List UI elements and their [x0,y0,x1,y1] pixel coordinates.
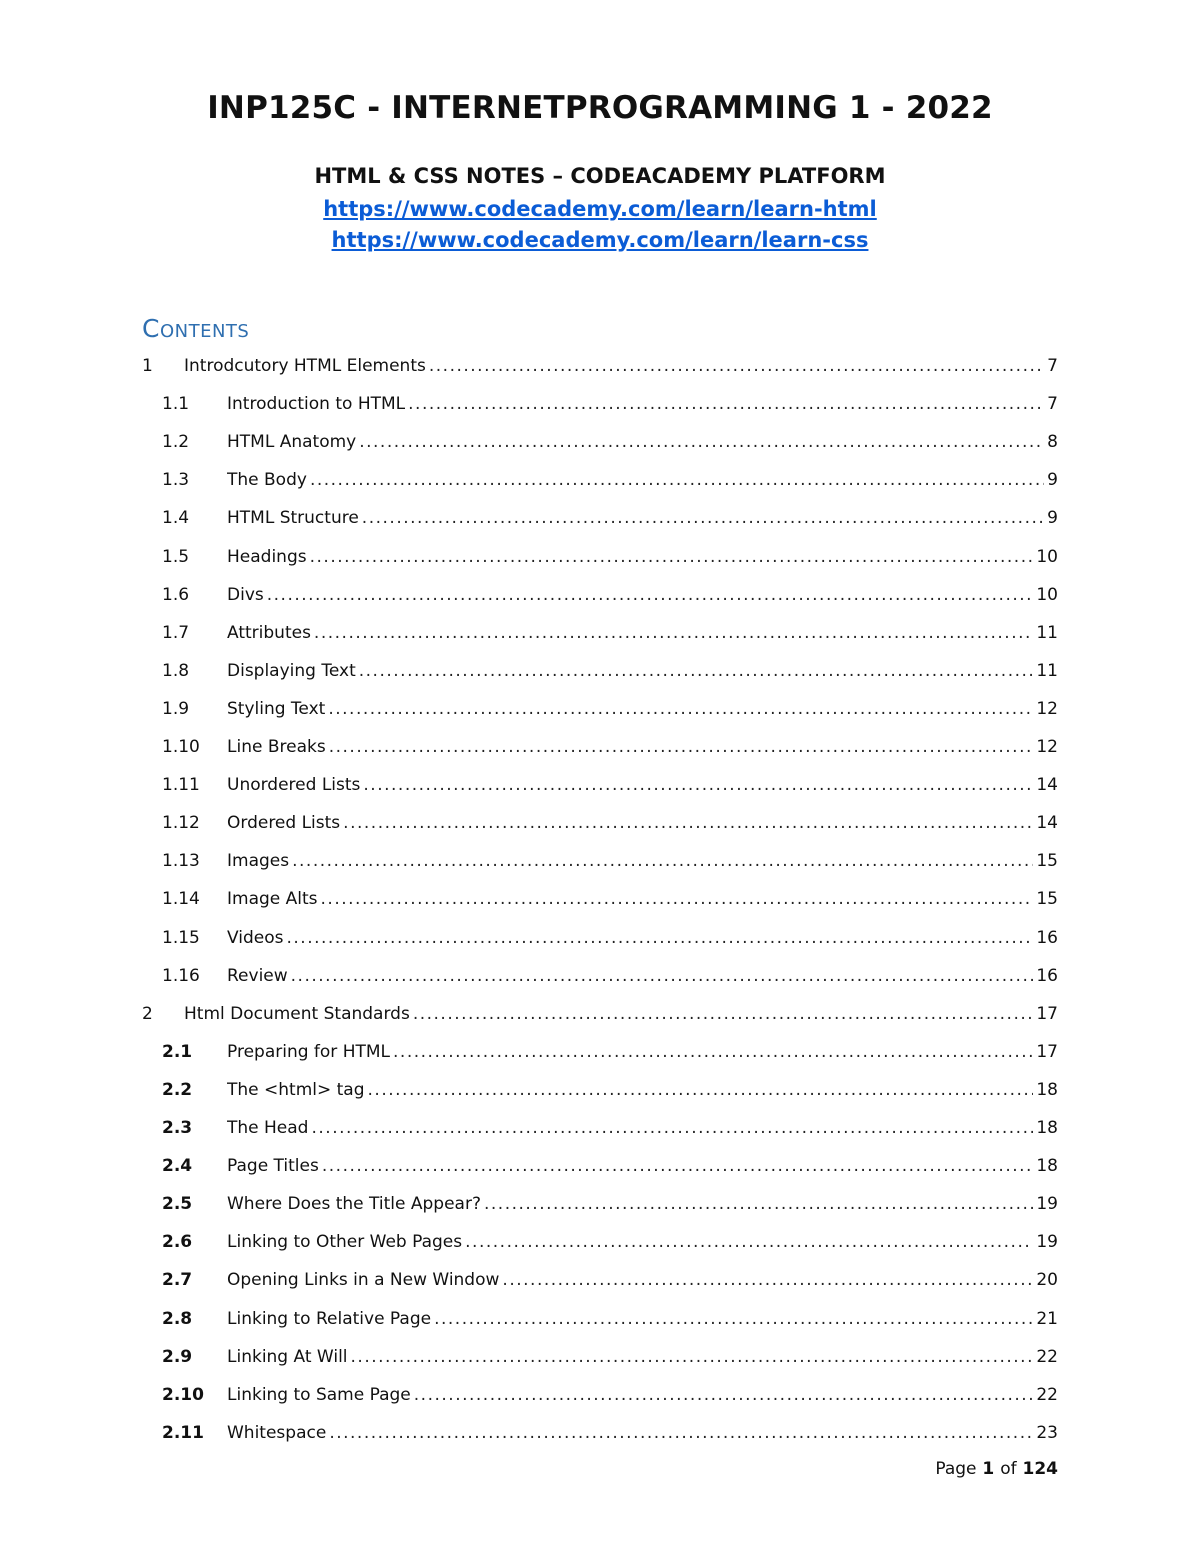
toc-entry-page: 16 [1036,927,1058,948]
toc-entry-number: 1.7 [162,622,190,643]
toc-entry-number: 2.3 [162,1118,193,1138]
toc-entry-page: 22 [1036,1346,1058,1367]
toc-entry-line [227,886,1058,912]
toc-entry-number: 1.13 [162,851,200,872]
toc-entry[interactable] [0,1153,1200,1179]
toc-entry-number: 2.5 [162,1194,193,1215]
toc-entry-page: 7 [1047,356,1058,376]
contents-heading: Contents [142,314,250,343]
toc-entry-page: 12 [1036,737,1058,757]
toc-entry-page: 7 [1047,394,1058,415]
toc-entry-page: 8 [1047,432,1058,453]
toc-entry[interactable] [0,886,1200,912]
toc-entry-line [227,925,1058,951]
toc-entry-line [227,734,1058,760]
toc-entry-line [184,353,1058,379]
toc-entry-label: The <html> tag [227,1079,365,1100]
toc-dot-leader [362,505,1044,531]
toc-entry[interactable] [0,1191,1200,1217]
toc-entry[interactable] [0,1115,1200,1141]
toc-entry-label: Introduction to HTML [227,394,406,415]
toc-dot-leader [359,429,1044,455]
toc-entry-page: 11 [1036,660,1058,681]
toc-entry[interactable] [0,1229,1200,1255]
toc-entry-label: Page Titles [227,1156,319,1177]
toc-entry-number: 2.10 [162,1384,204,1405]
toc-entry-label: HTML Anatomy [227,432,357,453]
toc-entry[interactable] [0,1420,1200,1446]
toc-entry-number: 1 [142,356,153,376]
toc-entry-label: Opening Links in a New Window [227,1270,500,1291]
toc-entry-page: 15 [1036,851,1058,872]
toc-entry-number: 1.4 [162,508,190,529]
toc-dot-leader [368,1077,1034,1103]
toc-entry-number: 1.16 [162,965,200,986]
toc-entry-label: Ordered Lists [227,813,341,834]
toc-dot-leader [343,810,1033,836]
toc-entry[interactable] [0,696,1200,722]
footer-of-word: of [1000,1459,1017,1479]
toc-entry-label: The Head [227,1118,309,1138]
toc-entry-page: 18 [1036,1156,1058,1177]
toc-entry-line [227,772,1058,798]
toc-entry[interactable] [0,1039,1200,1065]
toc-entry[interactable] [0,963,1200,989]
toc-dot-leader [287,925,1034,951]
toc-entry-page: 14 [1036,813,1058,834]
toc-entry[interactable] [0,620,1200,646]
toc-entry-page: 17 [1036,1041,1058,1062]
toc-entry-page: 19 [1036,1232,1058,1253]
footer-current-page: 1 [982,1459,995,1479]
toc-entry-line [227,1229,1058,1255]
toc-entry-line [227,963,1058,989]
toc-entry-page: 19 [1036,1194,1058,1215]
toc-entry-label: Image Alts [227,889,318,910]
toc-entry-label: Attributes [227,622,311,643]
toc-entry[interactable] [0,1382,1200,1408]
toc-entry-number: 1.15 [162,927,200,948]
toc-entry-label: Styling Text [227,698,326,719]
toc-entry-line [227,696,1058,722]
toc-entry[interactable] [0,429,1200,455]
toc-dot-leader [267,582,1034,608]
toc-dot-leader [322,1153,1034,1179]
toc-dot-leader [321,886,1034,912]
toc-entry-number: 2.2 [162,1079,193,1100]
toc-entry-label: Html Document Standards [184,1003,410,1024]
toc-entry-label: Linking At Will [227,1346,348,1367]
toc-dot-leader [291,963,1034,989]
toc-entry-number: 2 [142,1003,153,1024]
toc-entry-number: 1.2 [162,432,190,453]
toc-entry-page: 21 [1036,1308,1058,1329]
toc-entry-number: 1.8 [162,660,190,681]
toc-entry-line [227,582,1058,608]
toc-entry-page: 10 [1036,546,1058,567]
toc-entry-line [227,810,1058,836]
toc-dot-leader [329,734,1034,760]
toc-entry-label: Videos [227,927,284,948]
toc-entry-page: 10 [1036,584,1058,605]
toc-entry-number: 1.5 [162,546,190,567]
toc-entry-number: 1.3 [162,470,190,491]
toc-entry-page: 14 [1036,775,1058,796]
toc-entry-number: 1.12 [162,813,200,834]
toc-dot-leader [292,848,1033,874]
toc-entry-number: 2.1 [162,1041,193,1062]
toc-entry-label: The Body [227,470,307,491]
document-title: INP125C - INTERNETPROGRAMMING 1 - 2022 [207,90,993,126]
toc-entry-line [227,1344,1058,1370]
toc-entry-number: 1.14 [162,889,200,910]
toc-entry-number: 2.4 [162,1156,193,1177]
toc-entry-label: HTML Structure [227,508,359,529]
toc-entry-label: Linking to Relative Page [227,1308,432,1329]
toc-entry[interactable] [0,810,1200,836]
toc-entry-line [227,1420,1058,1446]
page-footer [935,1459,1058,1479]
toc-entry[interactable] [0,391,1200,417]
toc-entry-page: 9 [1047,508,1058,529]
css-course-link-line [0,228,1200,252]
toc-entry-label: Review [227,965,288,986]
toc-entry-line [227,544,1058,570]
toc-entry-label: Whitespace [227,1422,327,1443]
toc-dot-leader [414,1382,1034,1408]
toc-entry[interactable] [0,544,1200,570]
toc-entry-line [227,1153,1058,1179]
toc-entry[interactable] [0,772,1200,798]
html-course-link[interactable]: https://www.codecademy.com/learn/learn-html [323,197,877,221]
toc-entry[interactable] [0,1306,1200,1332]
toc-entry-number: 2.7 [162,1270,193,1291]
toc-entry-page: 17 [1036,1003,1058,1024]
toc-entry-label: Displaying Text [227,660,356,681]
toc-entry-number: 2.9 [162,1346,193,1367]
toc-entry-label: Line Breaks [227,737,326,757]
toc-dot-leader [310,467,1044,493]
toc-entry[interactable] [0,582,1200,608]
toc-entry-page: 9 [1047,470,1058,491]
footer-page-word: Page [935,1459,977,1479]
toc-entry-label: Images [227,851,290,872]
toc-entry-number: 2.8 [162,1308,193,1329]
toc-entry-label: Headings [227,546,307,567]
toc-entry-line [227,620,1058,646]
toc-entry-page: 20 [1036,1270,1058,1291]
toc-dot-leader [502,1267,1033,1293]
toc-entry-number: 1.11 [162,775,200,796]
html-course-link-line [0,197,1200,221]
toc-entry[interactable] [0,505,1200,531]
toc-entry-page: 22 [1036,1384,1058,1405]
toc-dot-leader [310,544,1034,570]
toc-entry[interactable] [0,1267,1200,1293]
toc-entry-line [227,1077,1058,1103]
toc-dot-leader [363,772,1033,798]
toc-entry[interactable] [0,734,1200,760]
footer-total-pages: 124 [1022,1459,1058,1479]
toc-entry-label: Unordered Lists [227,775,361,796]
toc-entry-page: 18 [1036,1118,1058,1138]
toc-entry-label: Preparing for HTML [227,1041,391,1062]
toc-entry-line [227,1306,1058,1332]
toc-entry-line [227,848,1058,874]
toc-entry-label: Linking to Same Page [227,1384,411,1405]
toc-entry-label: Introdcutory HTML Elements [184,356,426,376]
toc-dot-leader [408,391,1044,417]
toc-dot-leader [311,1115,1033,1141]
toc-entry[interactable] [0,1001,1200,1027]
toc-dot-leader [351,1344,1034,1370]
toc-entry-page: 16 [1036,965,1058,986]
toc-entry-line [227,1039,1058,1065]
toc-dot-leader [434,1306,1033,1332]
toc-entry-line [227,467,1058,493]
toc-entry[interactable] [0,848,1200,874]
toc-entry-number: 1.9 [162,698,190,719]
css-course-link[interactable]: https://www.codecademy.com/learn/learn-css [331,228,869,252]
toc-entry-label: Where Does the Title Appear? [227,1194,481,1215]
document-subtitle: HTML & CSS NOTES – CODEACADEMY PLATFORM [314,164,886,188]
toc-entry[interactable] [0,467,1200,493]
toc-dot-leader [393,1039,1033,1065]
toc-entry-line [227,1382,1058,1408]
toc-dot-leader [429,353,1044,379]
toc-entry-number: 1.1 [162,394,190,415]
toc-dot-leader [314,620,1033,646]
toc-dot-leader [484,1191,1033,1217]
toc-entry-line [184,1001,1058,1027]
toc-entry-number: 2.6 [162,1232,193,1253]
toc-entry[interactable] [0,1344,1200,1370]
toc-dot-leader [328,696,1033,722]
toc-entry-page: 15 [1036,889,1058,910]
toc-entry-page: 18 [1036,1079,1058,1100]
toc-dot-leader [413,1001,1034,1027]
toc-entry[interactable] [0,658,1200,684]
toc-entry-line [227,505,1058,531]
toc-entry-number: 1.10 [162,737,200,757]
toc-dot-leader [359,658,1034,684]
toc-entry[interactable] [0,925,1200,951]
toc-entry-label: Divs [227,584,264,605]
toc-entry-number: 2.11 [162,1422,204,1443]
toc-entry-line [227,1115,1058,1141]
toc-entry-number: 1.6 [162,584,190,605]
toc-entry-label: Linking to Other Web Pages [227,1232,463,1253]
toc-entry-line [227,1267,1058,1293]
toc-entry-page: 23 [1036,1422,1058,1443]
toc-entry[interactable] [0,1077,1200,1103]
toc-entry-line [227,1191,1058,1217]
toc-dot-leader [329,1420,1033,1446]
toc-entry-page: 12 [1036,698,1058,719]
toc-entry-line [227,429,1058,455]
toc-entry-line [227,391,1058,417]
toc-dot-leader [465,1229,1033,1255]
toc-entry[interactable] [0,353,1200,379]
toc-entry-page: 11 [1036,622,1058,643]
toc-entry-line [227,658,1058,684]
